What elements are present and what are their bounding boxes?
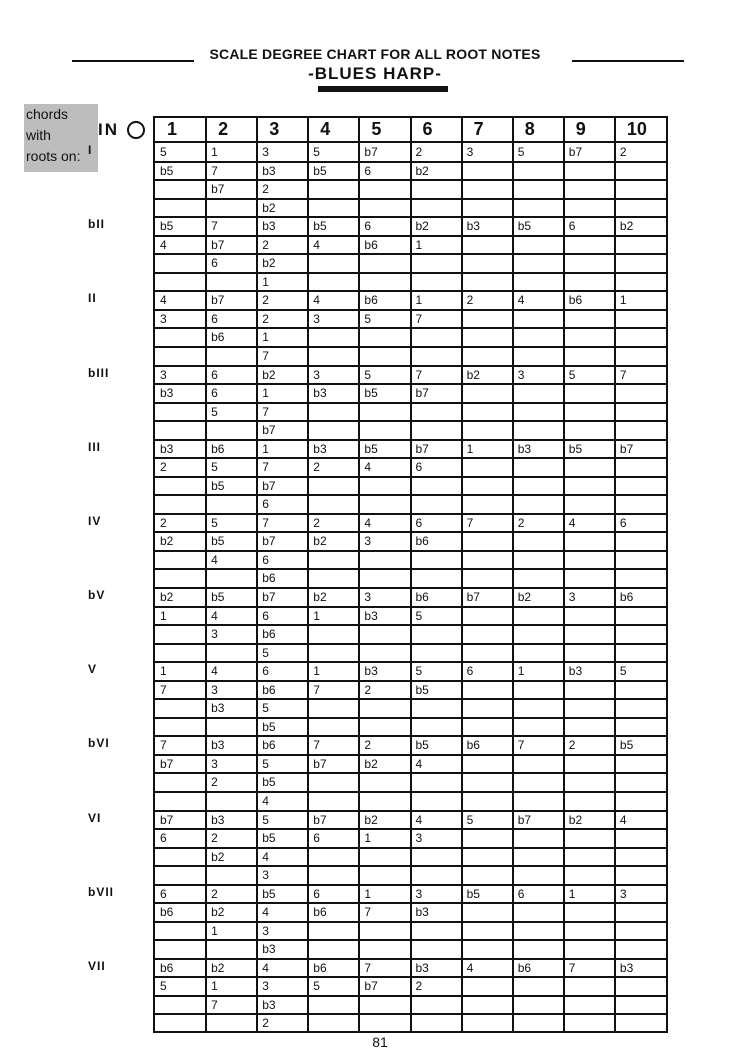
table-cell: b6 bbox=[211, 441, 225, 456]
table-cell: 7 bbox=[313, 682, 320, 697]
chord-root-label: III bbox=[88, 439, 102, 454]
table-cell: b3 bbox=[211, 738, 225, 753]
table-cell: 1 bbox=[415, 237, 423, 252]
table-cell: 1 bbox=[211, 923, 218, 938]
hole-number-header: 1 bbox=[167, 119, 178, 139]
table-cell: 4 bbox=[211, 552, 218, 567]
row-divider bbox=[155, 865, 666, 867]
side-note-line-1: chords bbox=[26, 106, 69, 122]
side-note-line-3: roots on: bbox=[26, 148, 81, 164]
table-cell: 3 bbox=[517, 367, 525, 382]
table-cell: 7 bbox=[262, 348, 269, 363]
table-cell: 6 bbox=[568, 219, 576, 234]
hole-number-header: 5 bbox=[371, 119, 382, 139]
row-divider bbox=[155, 420, 666, 422]
table-cell: b6 bbox=[364, 237, 378, 252]
table-cell: 5 bbox=[262, 756, 269, 771]
table-cell: b5 bbox=[160, 163, 174, 178]
table-cell: b5 bbox=[313, 163, 327, 178]
hole-number-header: 7 bbox=[473, 119, 484, 139]
table-cell: 3 bbox=[262, 868, 269, 883]
table-cell: 5 bbox=[517, 145, 525, 159]
table-cell: b3 bbox=[415, 960, 429, 975]
table-cell: b7 bbox=[262, 423, 276, 438]
table-cell: 7 bbox=[262, 460, 269, 475]
row-divider bbox=[155, 1013, 666, 1015]
table-cell: 7 bbox=[313, 738, 320, 753]
table-cell: 3 bbox=[415, 886, 423, 901]
table-cell: 2 bbox=[313, 460, 320, 475]
table-cell: b6 bbox=[160, 905, 174, 920]
table-cell: 3 bbox=[262, 979, 269, 994]
table-cell: 4 bbox=[262, 849, 269, 864]
table-cell: 2 bbox=[262, 237, 269, 252]
table-cell: 1 bbox=[160, 608, 167, 623]
table-cell: b2 bbox=[466, 367, 480, 382]
table-cell: 5 bbox=[568, 367, 576, 382]
row-divider bbox=[155, 717, 666, 719]
table-cell: b5 bbox=[568, 441, 583, 456]
table-cell: 2 bbox=[262, 311, 269, 326]
table-cell: b3 bbox=[262, 942, 276, 957]
table-cell: b3 bbox=[160, 386, 174, 401]
table-cell: 5 bbox=[364, 367, 372, 382]
table-cell: 3 bbox=[160, 311, 167, 326]
table-cell: b2 bbox=[211, 960, 225, 975]
table-cell: 5 bbox=[211, 404, 218, 419]
row-divider bbox=[155, 272, 666, 274]
table-cell: 7 bbox=[262, 515, 269, 530]
chord-root-label: bVI bbox=[88, 736, 110, 751]
table-cell: 1 bbox=[211, 979, 218, 994]
table-cell: 2 bbox=[160, 460, 167, 475]
chord-root-label: VI bbox=[88, 810, 102, 825]
table-cell: b7 bbox=[619, 441, 634, 456]
table-cell: 2 bbox=[211, 831, 218, 846]
table-cell: 4 bbox=[364, 460, 372, 475]
page-title: SCALE DEGREE CHART FOR ALL ROOT NOTES bbox=[209, 46, 541, 62]
table-cell: 7 bbox=[262, 404, 269, 419]
table-cell: 3 bbox=[466, 145, 474, 159]
table-cell: 2 bbox=[211, 775, 218, 790]
table-cell: b7 bbox=[262, 534, 276, 549]
chord-root-label: IV bbox=[88, 513, 102, 528]
table-cell: b5 bbox=[364, 441, 378, 456]
table-cell: b2 bbox=[568, 812, 583, 827]
table-cell: 3 bbox=[211, 756, 218, 771]
page-number: 81 bbox=[372, 1034, 388, 1050]
table-cell: b5 bbox=[466, 886, 480, 901]
table-cell: 1 bbox=[262, 330, 269, 345]
table-cell: 3 bbox=[262, 145, 269, 159]
table-cell: 2 bbox=[160, 515, 167, 530]
table-cell: 5 bbox=[466, 812, 474, 827]
table-cell: 1 bbox=[313, 608, 320, 623]
table-cell: b6 bbox=[364, 293, 378, 308]
title-rule-right bbox=[572, 60, 684, 62]
chord-root-label: I bbox=[88, 143, 93, 157]
table-cell: 7 bbox=[466, 515, 474, 530]
table-cell: b2 bbox=[262, 256, 276, 271]
table-cell: b3 bbox=[313, 441, 327, 456]
row-divider bbox=[155, 198, 666, 200]
table-cell: 3 bbox=[364, 590, 372, 604]
table-cell: 1 bbox=[364, 886, 372, 901]
circle-icon bbox=[127, 121, 145, 139]
table-cell: 5 bbox=[364, 311, 372, 326]
table-cell: 6 bbox=[262, 497, 269, 512]
table-cell: 2 bbox=[517, 515, 525, 530]
table-cell: 3 bbox=[568, 590, 576, 604]
table-cell: 3 bbox=[211, 682, 218, 697]
table-cell: b5 bbox=[211, 590, 225, 604]
table-cell: 6 bbox=[160, 886, 167, 901]
table-cell: 6 bbox=[364, 163, 372, 178]
table-cell: b3 bbox=[160, 441, 174, 456]
table-cell: 6 bbox=[262, 552, 269, 567]
table-cell: b5 bbox=[364, 386, 378, 401]
table-cell: b6 bbox=[262, 571, 276, 586]
table-cell: b6 bbox=[211, 330, 225, 345]
table-cell: b3 bbox=[619, 960, 634, 975]
table-cell: b3 bbox=[262, 219, 276, 234]
table-cell: b5 bbox=[262, 831, 276, 846]
table-cell: 7 bbox=[415, 311, 423, 326]
table-cell: b7 bbox=[262, 478, 276, 493]
table-cell: 1 bbox=[517, 664, 525, 679]
table-cell: b2 bbox=[364, 756, 378, 771]
table-cell: b5 bbox=[160, 219, 174, 234]
table-cell: 6 bbox=[364, 219, 372, 234]
table-cell: 7 bbox=[211, 163, 218, 178]
table-cell: 1 bbox=[415, 293, 423, 308]
table-cell: 6 bbox=[211, 256, 218, 271]
table-cell: 6 bbox=[619, 515, 627, 530]
table-cell: 7 bbox=[568, 960, 576, 975]
row-divider bbox=[155, 568, 666, 570]
table-cell: 6 bbox=[262, 664, 269, 679]
table-cell: 5 bbox=[313, 145, 320, 159]
table-cell: b7 bbox=[415, 441, 429, 456]
table-cell: b7 bbox=[211, 237, 225, 252]
table-cell: b3 bbox=[262, 997, 276, 1012]
table-cell: 2 bbox=[262, 1016, 269, 1031]
table-cell: 7 bbox=[517, 738, 525, 753]
row-divider bbox=[155, 939, 666, 941]
table-cell: 1 bbox=[262, 386, 269, 401]
table-cell: 7 bbox=[211, 219, 218, 234]
table-cell: b3 bbox=[364, 664, 378, 679]
table-cell: b5 bbox=[517, 219, 532, 234]
table-cell: b6 bbox=[415, 590, 429, 604]
table-cell: 2 bbox=[262, 182, 269, 197]
table-cell: 3 bbox=[364, 534, 372, 549]
table-cell: 2 bbox=[262, 293, 269, 308]
table-cell: 4 bbox=[160, 237, 167, 252]
table-cell: b5 bbox=[262, 886, 276, 901]
scale-degree-table bbox=[153, 116, 668, 1033]
table-cell: 6 bbox=[415, 515, 423, 530]
table-cell: 3 bbox=[160, 367, 167, 382]
chord-root-label: V bbox=[88, 662, 98, 677]
table-cell: b2 bbox=[415, 163, 429, 178]
table-cell: 6 bbox=[415, 460, 423, 475]
table-cell: 7 bbox=[160, 738, 167, 753]
table-cell: b6 bbox=[262, 627, 276, 642]
table-cell: 5 bbox=[262, 812, 269, 827]
table-cell: 4 bbox=[517, 293, 525, 308]
table-cell: 4 bbox=[364, 515, 372, 530]
table-cell: b6 bbox=[262, 682, 276, 697]
table-cell: 7 bbox=[160, 682, 167, 697]
table-cell: 2 bbox=[568, 738, 576, 753]
table-cell: b7 bbox=[211, 182, 225, 197]
table-cell: 4 bbox=[211, 608, 218, 623]
table-cell: 3 bbox=[313, 311, 320, 326]
table-cell: b7 bbox=[364, 145, 378, 159]
chord-root-label: bII bbox=[88, 217, 105, 232]
hole-number-header: 8 bbox=[524, 119, 535, 139]
table-cell: b7 bbox=[160, 756, 174, 771]
table-cell: b7 bbox=[211, 293, 225, 308]
side-note-line-2: with bbox=[26, 127, 51, 143]
table-cell: b7 bbox=[160, 812, 174, 827]
side-note bbox=[24, 104, 98, 172]
table-cell: b5 bbox=[262, 719, 276, 734]
table-cell: b3 bbox=[211, 812, 225, 827]
table-cell: b7 bbox=[262, 590, 276, 604]
table-cell: 4 bbox=[160, 293, 167, 308]
table-cell: 6 bbox=[262, 608, 269, 623]
table-cell: b2 bbox=[313, 590, 327, 604]
table-cell: 2 bbox=[211, 886, 218, 901]
table-cell: b6 bbox=[160, 960, 174, 975]
table-cell: b6 bbox=[262, 738, 276, 753]
table-cell: b2 bbox=[262, 367, 276, 382]
table-cell: 4 bbox=[619, 812, 627, 827]
table-cell: 7 bbox=[364, 905, 372, 920]
table-cell: b6 bbox=[313, 960, 327, 975]
table-cell: 1 bbox=[262, 441, 269, 456]
table-cell: 7 bbox=[364, 960, 372, 975]
table-cell: 5 bbox=[262, 645, 269, 660]
table-cell: b6 bbox=[313, 905, 327, 920]
table-cell: 6 bbox=[466, 664, 474, 679]
table-cell: b3 bbox=[364, 608, 378, 623]
chord-root-label: bVII bbox=[88, 884, 115, 899]
table-cell: b7 bbox=[568, 145, 583, 159]
table-cell: b7 bbox=[517, 812, 532, 827]
table-cell: b2 bbox=[619, 219, 634, 234]
table-cell: 1 bbox=[364, 831, 372, 846]
table-cell: 4 bbox=[568, 515, 576, 530]
table-cell: 7 bbox=[619, 367, 627, 382]
table-cell: b5 bbox=[619, 738, 634, 753]
table-cell: 5 bbox=[415, 664, 423, 679]
table-cell: b7 bbox=[313, 756, 327, 771]
table-cell: 1 bbox=[160, 664, 167, 679]
table-cell: 5 bbox=[313, 979, 320, 994]
table-cell: b5 bbox=[262, 775, 276, 790]
table-cell: 4 bbox=[211, 664, 218, 679]
table-cell: b5 bbox=[211, 478, 225, 493]
table-cell: 6 bbox=[313, 831, 320, 846]
table-cell: 6 bbox=[211, 311, 218, 326]
table-cell: 3 bbox=[619, 886, 627, 901]
table-cell: b5 bbox=[313, 219, 327, 234]
table-cell: 1 bbox=[262, 274, 269, 289]
table-cell: b3 bbox=[313, 386, 327, 401]
table-cell: 1 bbox=[313, 664, 320, 679]
table-cell: 4 bbox=[262, 960, 269, 975]
table-cell: 1 bbox=[466, 441, 474, 456]
chord-root-label: II bbox=[88, 291, 97, 306]
table-cell: 3 bbox=[211, 627, 218, 642]
table-cell: 4 bbox=[313, 237, 320, 252]
table-cell: b5 bbox=[211, 534, 225, 549]
table-cell: 6 bbox=[160, 831, 167, 846]
hole-number-header: 3 bbox=[269, 119, 280, 139]
table-cell: 2 bbox=[415, 979, 423, 994]
table-cell: 2 bbox=[466, 293, 474, 308]
table-cell: 4 bbox=[415, 756, 423, 771]
hole-number-header: 10 bbox=[626, 119, 647, 139]
row-divider bbox=[155, 791, 666, 793]
hole-number-header: 6 bbox=[422, 119, 433, 139]
table-cell: 4 bbox=[466, 960, 474, 975]
hole-number-header: 4 bbox=[320, 119, 331, 139]
table-cell: b2 bbox=[160, 534, 174, 549]
table-cell: b7 bbox=[415, 386, 429, 401]
table-cell: 1 bbox=[619, 293, 627, 308]
row-divider bbox=[155, 346, 666, 348]
table-cell: b3 bbox=[568, 664, 583, 679]
table-cell: 6 bbox=[211, 367, 218, 382]
table-cell: b3 bbox=[466, 219, 480, 234]
row-divider bbox=[155, 643, 666, 645]
table-cell: b2 bbox=[160, 590, 174, 604]
table-cell: 1 bbox=[568, 886, 576, 901]
table-cell: 4 bbox=[313, 293, 320, 308]
table-cell: 5 bbox=[211, 460, 218, 475]
table-cell: 5 bbox=[619, 664, 627, 679]
table-cell: 7 bbox=[415, 367, 423, 382]
table-cell: 2 bbox=[313, 515, 320, 530]
table-cell: b3 bbox=[415, 905, 429, 920]
table-cell: 5 bbox=[415, 608, 423, 623]
table-cell: b6 bbox=[619, 590, 634, 604]
table-cell: 5 bbox=[262, 701, 269, 716]
subtitle-underline-bar bbox=[318, 86, 448, 92]
table-cell: b6 bbox=[568, 293, 583, 308]
table-cell: 7 bbox=[211, 997, 218, 1012]
table-cell: 6 bbox=[517, 886, 525, 901]
table-cell: 6 bbox=[211, 386, 218, 401]
table-cell: b2 bbox=[262, 200, 276, 215]
table-cell: b6 bbox=[415, 534, 429, 549]
hole-number-header: 9 bbox=[575, 119, 586, 139]
table-cell: 5 bbox=[160, 979, 167, 994]
table-cell: 6 bbox=[313, 886, 320, 901]
table-cell: 5 bbox=[211, 515, 218, 530]
table-cell: b2 bbox=[364, 812, 378, 827]
table-cell: b7 bbox=[466, 590, 480, 604]
table-cell: 3 bbox=[262, 923, 269, 938]
table-cell: 2 bbox=[364, 682, 372, 697]
table-cell: 4 bbox=[262, 793, 269, 808]
table-cell: b7 bbox=[364, 979, 378, 994]
row-divider bbox=[155, 494, 666, 496]
table-cell: 2 bbox=[619, 145, 627, 159]
table-cell: b7 bbox=[313, 812, 327, 827]
table-cell: b3 bbox=[262, 163, 276, 178]
table-cell: 3 bbox=[415, 831, 423, 846]
hole-number-header: 2 bbox=[218, 119, 229, 139]
in-label: IN bbox=[98, 120, 119, 139]
table-cell: b3 bbox=[517, 441, 532, 456]
table-cell: 4 bbox=[415, 812, 423, 827]
table-cell: b6 bbox=[466, 738, 480, 753]
table-cell: b2 bbox=[517, 590, 532, 604]
table-cell: 2 bbox=[364, 738, 372, 753]
table-cell: b5 bbox=[415, 682, 429, 697]
chord-root-label: bIII bbox=[88, 365, 110, 380]
table-cell: 4 bbox=[262, 905, 269, 920]
table-cell: b3 bbox=[211, 701, 225, 716]
table-cell: 1 bbox=[211, 145, 218, 159]
chord-root-label: VII bbox=[88, 958, 106, 973]
page-subtitle: -BLUES HARP- bbox=[308, 64, 442, 83]
table-cell: 5 bbox=[160, 145, 167, 159]
table-cell: b2 bbox=[211, 905, 225, 920]
table-cell: b5 bbox=[415, 738, 429, 753]
table-cell: b2 bbox=[415, 219, 429, 234]
table-cell: 2 bbox=[415, 145, 423, 159]
table-cell: b2 bbox=[211, 849, 225, 864]
table-cell: b6 bbox=[517, 960, 532, 975]
table-cell: 3 bbox=[313, 367, 320, 382]
chord-root-label: bV bbox=[88, 588, 106, 602]
table-cell: b2 bbox=[313, 534, 327, 549]
